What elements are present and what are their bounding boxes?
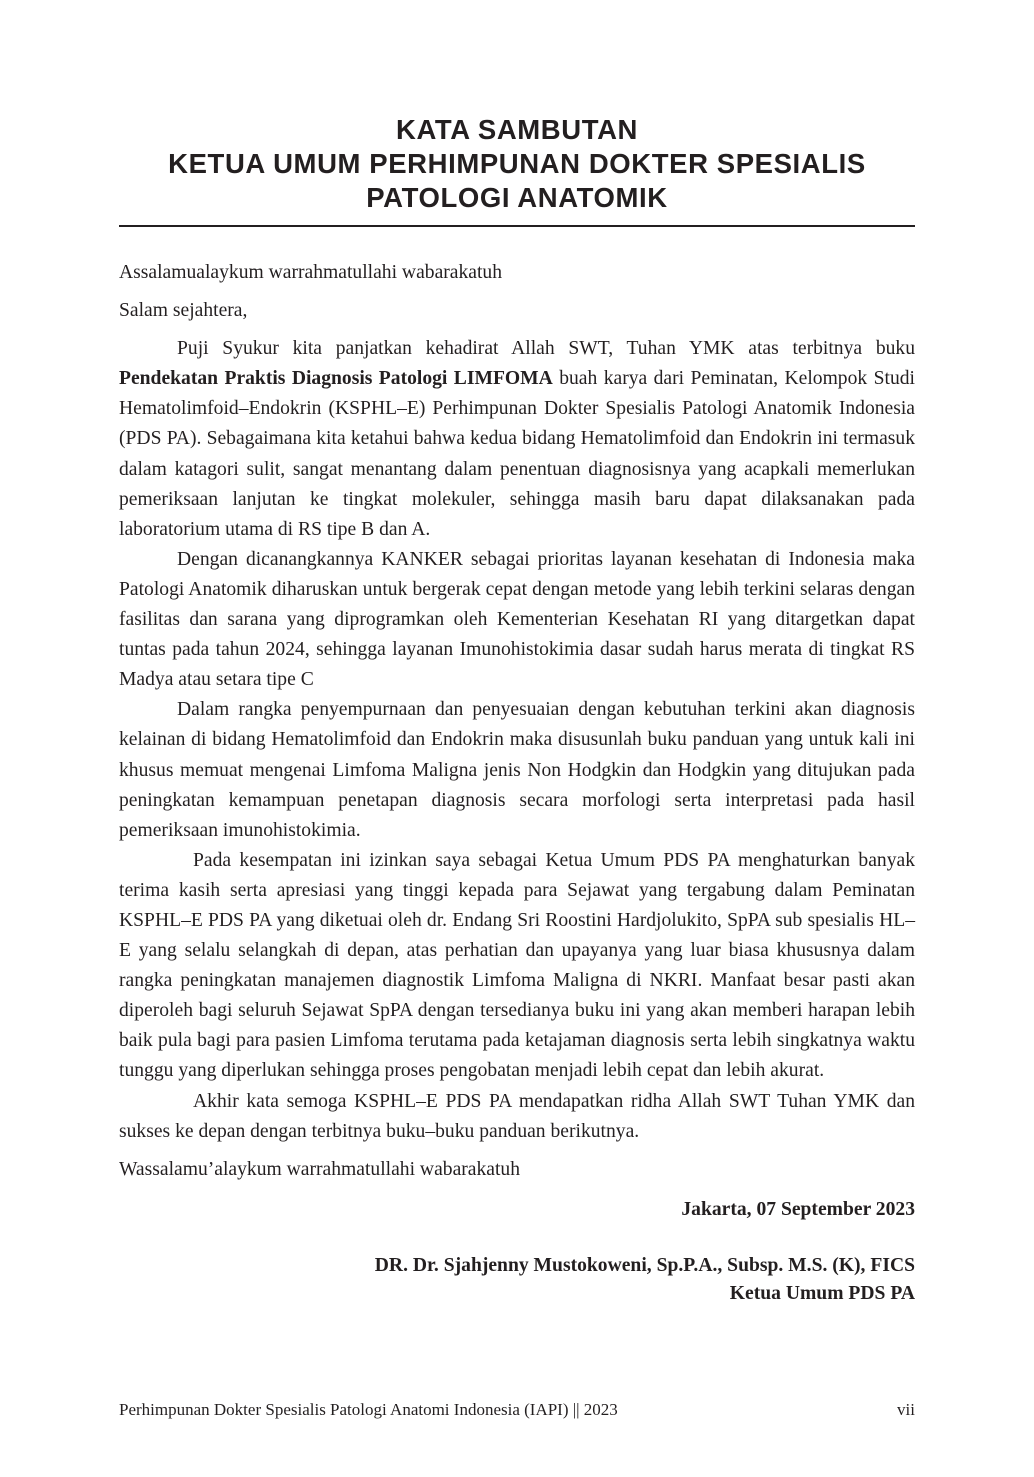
book-title: Pendekatan Praktis Diagnosis Patologi LIMFOMA	[119, 368, 553, 390]
document-page	[119, 0, 915, 1477]
opening-greeting: Assalamualaykum warrahmatullahi wabarakatuh	[119, 262, 503, 283]
page-title	[119, 113, 915, 215]
paragraph-5: Akhir kata semoga KSPHL–E PDS PA mendapatkan ridha Allah SWT Tuhan YMK dan sukses ke depan dengan terbitnya buku–buku panduan berikutnya.	[119, 1090, 915, 1142]
paragraph-1-end: buah karya dari Peminatan, Kelompok Studi Hematolimfoid–Endokrin (KSPHL–E) Perhimpunan Dokter Spesialis Patologi Anatomik Indonesia (PDS PA). Sebagaimana kita ketahui bahwa kedua bidang Hematolimfoid dan Endokrin ini termasuk dalam katagori sulit, sangat menantang dalam penentuan diagnosisnya yang acapkali memerlukan pemeriksaan lanjutan ke tingkat molekuler, sehingga masih baru dapat dilaksanakan pada laboratorium utama di RS tipe B dan A.	[119, 368, 915, 540]
signatory-name: DR. Dr. Sjahjenny Mustokoweni, Sp.P.A., Subsp. M.S. (K), FICS	[374, 1254, 915, 1276]
title-line-3: PATOLOGI ANATOMIK	[366, 182, 668, 213]
paragraph-2: Dengan dicanangkannya KANKER sebagai prioritas layanan kesehatan di Indonesia maka Patologi Anatomik diharuskan untuk bergerak cepat dengan metode yang lebih terkini selaras dengan fasilitas dan sarana yang diprogramkan oleh Kementerian Kesehatan RI yang ditargetkan dapat tuntas pada tahun 2024, sehingga layanan Imunohistokimia dasar sudah harus merata di tingkat RS Madya atau setara tipe C	[119, 548, 915, 691]
place-date: Jakarta, 07 September 2023	[681, 1198, 915, 1220]
paragraph-4: Pada kesempatan ini izinkan saya sebagai Ketua Umum PDS PA menghaturkan banyak terima kasih serta apresiasi yang tinggi kepada para Sejawat yang tergabung dalam Peminatan KSPHL–E PDS PA yang diketuai oleh dr. Endang Sri Roostini Hardjolukito, SpPA sub spesialis HL–E yang selalu selangkah di depan, atas perhatian dan upayanya yang luar biasa khususnya dalam rangka peningkatan manajemen diagnostik Limfoma Maligna di NKRI. Manfaat besar pasti akan diperoleh bagi seluruh Sejawat SpPA dengan tersedianya buku ini yang akan memberi harapan lebih baik pula bagi para pasien Limfoma terutama pada ketajaman diagnosis serta lebih singkatnya waktu tunggu yang diperlukan sehingga proses pengobatan menjadi lebih cepat dan lebih akurat.	[119, 849, 915, 1082]
title-line-1: KATA SAMBUTAN	[395, 114, 639, 145]
salam-greeting: Salam sejahtera,	[119, 300, 248, 322]
document-body	[119, 258, 915, 1308]
title-line-2: KETUA UMUM PERHIMPUNAN DOKTER SPESIALIS	[168, 148, 866, 179]
signatory-role: Ketua Umum PDS PA	[729, 1282, 915, 1304]
paragraph-1-start: Puji Syukur kita panjatkan kehadirat Allah SWT, Tuhan YMK atas terbitnya buku	[177, 338, 915, 360]
signature-block	[119, 1252, 915, 1308]
paragraph-3: Dalam rangka penyempurnaan dan penyesuaian dengan kebutuhan terkini akan diagnosis kelainan di bidang Hematolimfoid dan Endokrin maka disusunlah buku panduan yang untuk kali ini khusus memuat mengenai Limfoma Maligna jenis Non Hodgkin dan Hodgkin yang ditujukan pada peningkatan kemampuan penetapan diagnosis secara morfologi serta interpretasi pada hasil pemeriksaan imunohistokimia.	[119, 699, 915, 841]
paragraph-1	[119, 334, 915, 545]
footer-publisher: Perhimpunan Dokter Spesialis Patologi Anatomi Indonesia (IAPI) || 2023	[119, 1400, 618, 1419]
closing-greeting: Wassalamu’alaykum warrahmatullahi wabarakatuh	[119, 1158, 521, 1180]
page-number: vii	[897, 1400, 915, 1419]
title-divider	[119, 225, 915, 227]
